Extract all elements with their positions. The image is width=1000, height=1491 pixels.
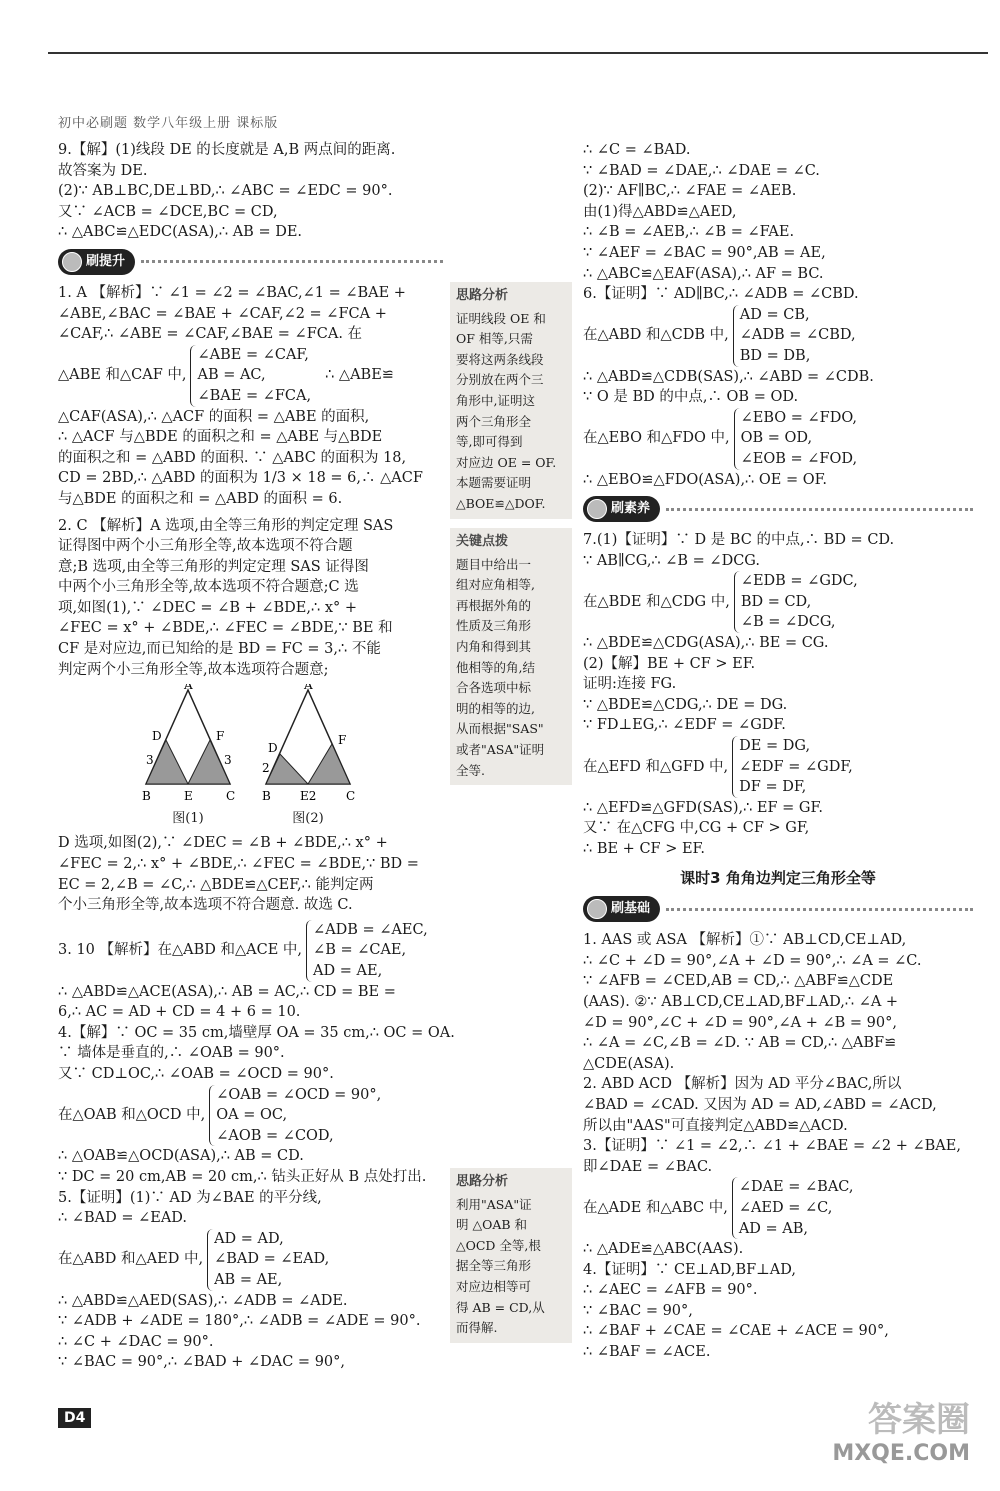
text-line: ∵ ∠AFB = ∠CED,AB = CD,∴ △ABF≌△CDE	[583, 973, 894, 990]
text-line: OB = OD,	[740, 430, 813, 447]
text-line: 1. A 【解析】∵ ∠1 = ∠2 = ∠BAC,∠1 = ∠BAE +	[58, 284, 406, 301]
text-line: 7.(1)【证明】∵ D 是 BC 的中点,∴ BD = CD.	[583, 532, 895, 549]
text-line: 1. AAS 或 ASA 【解析】①∵ AB⊥CD,CE⊥AD,	[583, 932, 907, 949]
text-line: ∠EOB = ∠FOD,	[740, 450, 858, 467]
text-line: △CAF(ASA),∴ △ACF 的面积 = △ABE 的面积,	[58, 408, 370, 425]
note-line: 再根据外角的	[456, 597, 532, 613]
text-line: ∴ △ACF 与△BDE 的面积之和 = △ABE 与△BDE	[58, 429, 383, 446]
text-line: ∵ DC = 20 cm,AB = 20 cm,∴ 钻头正好从 B 点处打出.	[58, 1168, 427, 1185]
text-line: 意;B 选项,由全等三角形的判定定理 SAS 证得图	[58, 558, 369, 575]
text-line: ∵ ∠AEF = ∠BAC = 90°,AB = AE,	[583, 244, 826, 261]
text-line: (AAS). ②∵ AB⊥CD,CE⊥AD,BF⊥AD,∴ ∠A +	[583, 993, 899, 1010]
text-line: 4.【解】∵ OC = 35 cm,墙壁厚 OA = 35 cm,∴ OC = OA.	[58, 1024, 455, 1041]
svg-text:3: 3	[146, 753, 154, 768]
dotted-rule	[666, 508, 973, 511]
text-line: ∵ O 是 BD 的中点,∴ OB = OD.	[583, 389, 799, 406]
text-line: ∴ BE + CF > EF.	[583, 841, 705, 857]
q2-block	[58, 516, 443, 916]
q7-brace-2	[583, 736, 973, 798]
figure-2	[258, 684, 358, 829]
text-line: AD = CB,	[739, 306, 810, 323]
text-line: 2. C 【解析】A 选项,由全等三角形的判定定理 SAS	[58, 517, 394, 534]
text-line: ∴ ∠BAF + ∠CAE = ∠CAE + ∠ACE = 90°,	[583, 1323, 889, 1340]
q6-brace	[583, 305, 973, 367]
dotted-rule	[141, 260, 443, 263]
brace-prefix: 在△OAB 和△OCD 中,	[58, 1107, 206, 1124]
svg-text:A: A	[184, 684, 193, 693]
text-line: ∵ ∠BAD = ∠DAE,∴ ∠DAE = ∠C.	[583, 162, 820, 179]
text-line: ∵ 墙体是垂直的,∴ ∠OAB = 90°.	[58, 1045, 285, 1062]
watermark-logo	[832, 1392, 970, 1466]
text-line: ∴ △ABC≌△EDC(ASA),∴ AB = DE.	[58, 224, 303, 241]
triangle-figure-1	[138, 684, 238, 802]
text-line: ∵ FD⊥EG,∴ ∠EDF = ∠GDF.	[583, 717, 786, 734]
text-line: ∠OAB = ∠OCD = 90°,	[216, 1086, 382, 1103]
note-line: 内角和得到其	[456, 638, 532, 654]
text-line: ∠EDF = ∠GDF,	[739, 758, 853, 775]
text-line: ∠AED = ∠C,	[738, 1199, 833, 1216]
note-line: 利用"ASA"证	[456, 1196, 532, 1212]
triangle-figure-2	[258, 684, 358, 802]
text-line: ∠BAD = ∠CAD. 又因为 AD = AD,∠ABD = ∠ACD,	[583, 1096, 937, 1113]
note-title: 思路分析	[456, 1174, 509, 1189]
text-line: 与△BDE 的面积之和 = △ABD 的面积 = 6.	[58, 490, 343, 507]
note-line: 等,即可得到	[456, 434, 523, 450]
left-column	[58, 140, 455, 1373]
note-title: 关键点拨	[456, 534, 509, 549]
j3-brace	[583, 1177, 973, 1239]
text-line: ∴ △EBO≌△FDO(ASA),∴ OE = OF.	[583, 471, 828, 488]
note-1	[450, 282, 572, 519]
text-line: D 选项,如图(2),∵ ∠DEC = ∠B + ∠BDE,∴ x° +	[58, 835, 388, 852]
text-line: CD = 2BD,∴ △ABD 的面积为 1/3 × 18 = 6,∴ △ACF	[58, 470, 423, 487]
brace-suffix: ∴ △ABE≌	[325, 367, 394, 384]
text-line: (2)∵ AF∥BC,∴ ∠FAE = ∠AEB.	[583, 183, 797, 200]
brace-system	[58, 345, 443, 407]
watermark-line-2: MXQE.COM	[832, 1441, 970, 1466]
text-line: 证得图中两个小三角形全等,故本选项不符合题	[58, 538, 353, 555]
note-title: 思路分析	[456, 288, 509, 303]
text-line: ∴ ∠AEC = ∠AFB = 90°.	[583, 1282, 758, 1299]
brace-prefix: 在△EFD 和△GFD 中,	[583, 758, 729, 775]
note-line: △OCD 全等,根	[456, 1237, 541, 1253]
note-line: 组对应角相等,	[456, 577, 535, 593]
text-line: AD = AB,	[738, 1220, 809, 1237]
text-line: AB = AC,	[197, 367, 266, 384]
brace-prefix: 在△ADE 和△ABC 中,	[583, 1199, 728, 1216]
text-line: (2)【解】BE + CF > EF.	[583, 655, 756, 672]
text-line: ∠BAD = ∠EAD,	[214, 1251, 330, 1268]
text-line: ∠ADB = ∠CBD,	[739, 327, 856, 344]
text-line: 判定两个小三角形全等,故本选项符合题意;	[58, 661, 329, 678]
text-line: BD = CD,	[740, 593, 812, 610]
banner-label: 刷基础	[583, 896, 660, 923]
text-line: 中两个小三角形全等,故本选项不符合题意;C 选	[58, 579, 359, 596]
top-rule	[48, 52, 988, 54]
brace-lines	[732, 736, 853, 798]
note-line: 角形中,证明这	[456, 392, 535, 408]
text-line: 项,如图(1),∵ ∠DEC = ∠B + ∠BDE,∴ x° +	[58, 599, 358, 616]
text-line: ∴ ∠B = ∠AEB,∴ ∠B = ∠FAE.	[583, 224, 795, 241]
text-line: 又∵ 在△CFG 中,CG + CF > GF,	[583, 820, 810, 837]
q7-brace	[583, 571, 973, 633]
text-line: ∴ △BDE≌△CDG(ASA),∴ BE = CG.	[583, 635, 829, 652]
note-line: 而得解.	[456, 1320, 498, 1336]
svg-text:F: F	[338, 733, 347, 748]
lesson-title: 课时3 角角边判定三角形全等	[680, 868, 876, 887]
text-line: ∠B = ∠CAE,	[313, 942, 407, 959]
text-line: 2. ABD ACD 【解析】因为 AD 平分∠BAC,所以	[583, 1076, 902, 1093]
text-line: ∠B = ∠DCG,	[740, 614, 836, 631]
page-header: 初中必刷题 数学八年级上册 课标版	[58, 116, 279, 131]
text-line: ∴ △EFD≌△GFD(SAS),∴ EF = GF.	[583, 799, 823, 816]
text-line: ∵ ∠BAC = 90°,∴ ∠BAD + ∠DAC = 90°,	[58, 1354, 346, 1371]
text-line: DF = DF,	[739, 779, 807, 796]
brace-lines	[734, 408, 857, 470]
text-line: ∠EDB = ∠GDC,	[740, 573, 858, 590]
brace-lines	[207, 1229, 329, 1291]
text-line: ∠ABE = ∠CAF,	[197, 346, 309, 363]
text-line: 的面积之和 = △ABD 的面积. ∵ △ABC 的面积为 18,	[58, 449, 407, 466]
note-line: 证明线段 OE 和	[456, 310, 546, 326]
note-line: 合各选项中标	[456, 680, 532, 696]
q6-brace-2	[583, 408, 973, 470]
text-line: ∴ ∠C + ∠D = 90°,∠A + ∠D = 90°,∴ ∠A = ∠C.	[583, 952, 922, 969]
text-line: 又∵ CD⊥OC,∴ ∠OAB = ∠OCD = 90°.	[58, 1065, 334, 1082]
note-line: 或者"ASA"证明	[456, 741, 545, 757]
right-column	[583, 140, 973, 1363]
note-line: 得 AB = CD,从	[456, 1299, 545, 1315]
note-line: 明 △OAB 和	[456, 1217, 528, 1233]
text-line: 又∵ ∠ACB = ∠DCE,BC = CD,	[58, 203, 278, 220]
q4-brace	[58, 1085, 443, 1147]
q5-brace	[58, 1229, 443, 1291]
svg-text:D: D	[152, 729, 162, 744]
note-line: 要将这两条线段	[456, 351, 544, 367]
text-line: 个小三角形全等,故本选项不符合题意. 故选 C.	[58, 897, 353, 914]
text-line: 6,∴ AC = AD + CD = 4 + 6 = 10.	[58, 1004, 301, 1021]
q9-block	[58, 140, 443, 243]
note-2	[450, 528, 572, 785]
text-line: AD = AE,	[313, 963, 383, 979]
svg-text:2: 2	[262, 761, 270, 776]
text-line: ∴ △ABD≌△CDB(SAS),∴ ∠ABD = ∠CDB.	[583, 368, 874, 385]
text-line: ∵ △BDE≌△CDG,∴ DE = DG.	[583, 696, 788, 713]
text-line: ∠ADB = ∠AEC,	[313, 921, 428, 938]
text-line: ∠BAE = ∠FCA,	[197, 387, 312, 404]
text-line: EC = 2,∠B = ∠C,∴ △BDE≌△CEF,∴ 能判定两	[58, 876, 374, 893]
note-line: 明的相等的边,	[456, 700, 535, 716]
text-line: ∴ ∠BAF = ∠ACE.	[583, 1344, 711, 1361]
note-line: 从而根据"SAS"	[456, 721, 544, 737]
svg-text:E: E	[184, 789, 193, 803]
brace-lines	[190, 345, 311, 407]
text-line: 所以由"AAS"可直接判定△ABD≌△ACD.	[583, 1117, 848, 1134]
note-line: 对应边相等可	[456, 1278, 532, 1294]
note-line: 性质及三角形	[456, 618, 532, 634]
figure-1	[138, 684, 238, 829]
brace-prefix: 在△EBO 和△FDO 中,	[583, 430, 730, 447]
note-line: 分别放在两个三	[456, 372, 544, 388]
brace-lines	[306, 920, 428, 982]
svg-text:B: B	[262, 789, 271, 803]
svg-text:F: F	[216, 729, 225, 744]
banner-suyang	[583, 496, 973, 522]
text-line: ∴ △ABD≌△ACE(ASA),∴ AB = AC,∴ CD = BE =	[58, 983, 396, 1000]
banner-label: 刷提升	[58, 249, 135, 276]
text-line: DE = DG,	[739, 738, 811, 755]
svg-text:E2: E2	[300, 789, 317, 803]
text-line: ∴ ∠A = ∠C,∠B = ∠D. ∵ AB = CD,∴ △ABF≌	[583, 1035, 897, 1052]
brace-prefix: 在△BDE 和△CDG 中,	[583, 593, 730, 610]
banner-label: 刷素养	[583, 496, 660, 523]
text-line: ∠FEC = x° + ∠BDE,∴ ∠FEC = ∠BDE,∵ BE 和	[58, 620, 393, 637]
text-line: ∠FEC = 2,∴ x° + ∠BDE,∴ ∠FEC = ∠BDE,∵ BD =	[58, 856, 419, 873]
figure-caption: 图(2)	[292, 810, 324, 826]
text-line: ∴ △ABC≌△EAF(ASA),∴ AF = BC.	[583, 265, 824, 282]
text-line: 3.【证明】∵ ∠1 = ∠2,∴ ∠1 + ∠BAE = ∠2 + ∠BAE,	[583, 1138, 961, 1155]
watermark-line-1: 答案圈	[868, 1400, 970, 1440]
svg-text:C: C	[226, 789, 236, 803]
text-line: ∠AOB = ∠COD,	[216, 1127, 334, 1144]
text-line: ∠CAF,∴ ∠ABE = ∠CAF,∠BAE = ∠FCA. 在	[58, 326, 363, 343]
note-line: 对应边 OE = OF.	[456, 454, 557, 470]
text-line: BD = DB,	[739, 347, 811, 364]
brace-lines	[209, 1085, 381, 1147]
text-line: ∠D = 90°,∠C + ∠D = 90°,∠A + ∠B = 90°,	[583, 1014, 897, 1031]
brace-prefix: △ABE 和△CAF 中,	[58, 367, 187, 384]
q3-brace	[58, 920, 443, 982]
text-line: 由(1)得△ABD≌△AED,	[583, 203, 737, 220]
note-line: 他相等的角,结	[456, 659, 535, 675]
note-3	[450, 1168, 572, 1343]
text-line: AD = AD,	[214, 1230, 284, 1247]
svg-text:A: A	[304, 684, 313, 693]
note-line: 全等.	[456, 762, 485, 778]
note-line: 据全等三角形	[456, 1258, 532, 1274]
dotted-rule	[666, 908, 973, 911]
note-line: 题目中给出一	[456, 556, 532, 572]
text-line: 6.【证明】∵ AD∥BC,∴ ∠ADB = ∠CBD.	[583, 286, 859, 303]
svg-text:D: D	[268, 741, 278, 756]
text-line: △CDE(ASA).	[583, 1055, 675, 1072]
text-line: OA = OC,	[216, 1107, 288, 1124]
note-line: OF 相等,只需	[456, 331, 533, 347]
note-line: 两个三角形全	[456, 413, 532, 429]
banner-tisheng	[58, 249, 443, 275]
text-line: CF 是对应边,而已知给的是 BD = FC = 3,∴ 不能	[58, 641, 381, 658]
text-line: ∵ ∠BAC = 90°,	[583, 1302, 693, 1319]
text-line: ∴ △ADE≌△ABC(AAS).	[583, 1241, 744, 1258]
brace-prefix: 3. 10 【解析】在△ABD 和△ACE 中,	[58, 942, 303, 959]
text-line: ∵ AB∥CG,∴ ∠B = ∠DCG.	[583, 552, 760, 569]
text-line: ∴ ∠C = ∠BAD.	[583, 142, 691, 158]
text-line: AB = AE,	[214, 1271, 283, 1288]
text-line: 证明:连接 FG.	[583, 676, 677, 693]
figure-caption: 图(1)	[172, 810, 204, 826]
text-line: ∠DAE = ∠BAC,	[738, 1179, 854, 1196]
svg-text:B: B	[142, 789, 151, 803]
text-line: ∴ △ABD≌△AED(SAS),∴ ∠ADB = ∠ADE.	[58, 1292, 348, 1309]
brace-prefix: 在△ABD 和△CDB 中,	[583, 327, 729, 344]
text-line: ∴ ∠BAD = ∠EAD.	[58, 1210, 188, 1227]
brace-lines	[733, 305, 856, 367]
q1-block	[58, 283, 443, 510]
text-line: ∴ ∠C + ∠DAC = 90°.	[58, 1333, 214, 1350]
text-line: 4.【证明】∵ CE⊥AD,BF⊥AD,	[583, 1261, 796, 1278]
note-line: 本题需要证明	[456, 475, 532, 491]
text-line: ∠ABE,∠BAC = ∠BAE + ∠CAF,∠2 = ∠FCA +	[58, 305, 387, 322]
text-line: 9.【解】(1)线段 DE 的长度就是 A,B 两点间的距离.	[58, 142, 396, 158]
text-line: (2)∵ AB⊥BC,DE⊥BD,∴ ∠ABC = ∠EDC = 90°.	[58, 183, 393, 200]
text-line: ∠EBO = ∠FDO,	[740, 409, 858, 426]
page-number: D4	[58, 1408, 91, 1428]
note-line: △BOE≌△DOF.	[456, 495, 546, 511]
text-line: 故答案为 DE.	[58, 162, 148, 179]
brace-lines	[734, 571, 858, 633]
svg-text:3: 3	[224, 753, 232, 768]
brace-prefix: 在△ABD 和△AED 中,	[58, 1251, 204, 1268]
text-line: 即∠DAE = ∠BAC.	[583, 1158, 713, 1175]
svg-text:C: C	[346, 789, 356, 803]
text-line: ∴ △OAB≌△OCD(ASA),∴ AB = CD.	[58, 1148, 304, 1165]
text-line: ∵ ∠ADB + ∠ADE = 180°,∴ ∠ADB = ∠ADE = 90°.	[58, 1313, 421, 1330]
brace-lines	[732, 1177, 854, 1239]
figures	[138, 684, 443, 829]
text-line: 5.【证明】(1)∵ AD 为∠BAE 的平分线,	[58, 1189, 322, 1206]
banner-jichu	[583, 896, 973, 922]
